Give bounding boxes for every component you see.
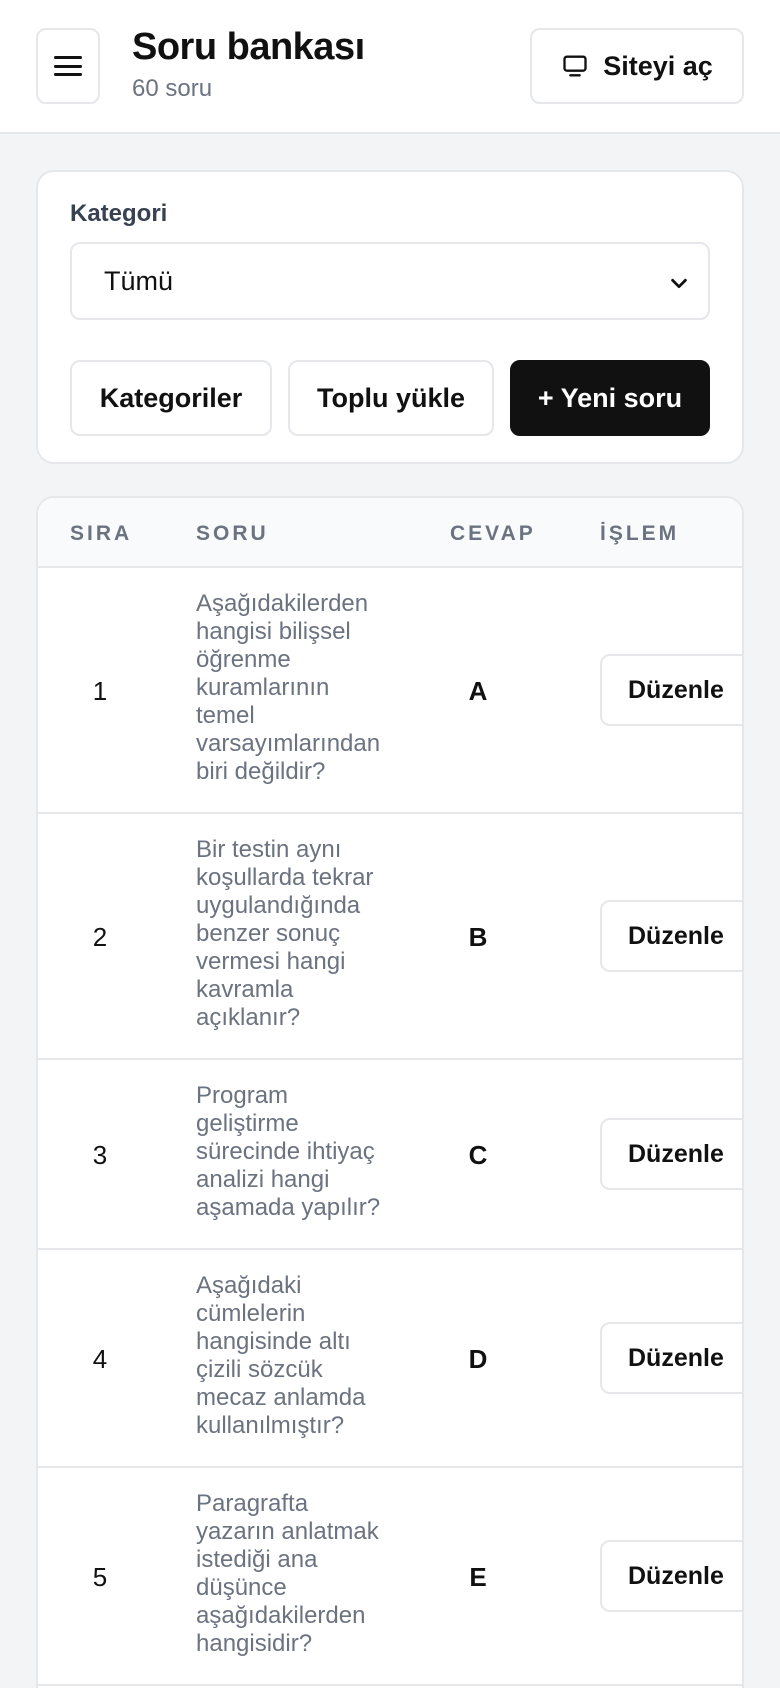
column-header-answer: CEVAP [450, 522, 536, 545]
row-answer: E [469, 1562, 487, 1592]
row-order: 5 [92, 1562, 108, 1592]
row-question: Paragrafta yazarın anlatmak istediği ana düşünce aşağıdakilerden hangisidir? [196, 1490, 379, 1657]
table-row [38, 814, 744, 1060]
row-question: Aşağıdaki cümlelerin hangisinde altı çizili sözcük mecaz anlamda kullanılmıştır? [196, 1272, 366, 1439]
category-select[interactable] [70, 242, 710, 320]
questions-table [36, 496, 744, 1688]
category-label: Kategori [70, 200, 168, 227]
app-header [0, 0, 780, 134]
bulk-upload-button[interactable]: Toplu yükle [288, 360, 494, 436]
open-site-button[interactable] [530, 28, 744, 104]
row-answer: A [468, 676, 488, 706]
filter-card [36, 170, 744, 464]
row-question: Bir testin aynı koşullarda tekrar uygulandığında benzer sonuç vermesi hangi kavramla açıklanır? [196, 836, 374, 1031]
row-order: 2 [92, 922, 108, 952]
row-order: 4 [92, 1344, 108, 1374]
edit-button[interactable]: Düzenle [600, 654, 744, 726]
table-header [38, 498, 744, 568]
row-order: 1 [92, 676, 108, 706]
row-question: Program geliştirme sürecinde ihtiyaç analizi hangi aşamada yapılır? [196, 1082, 381, 1221]
row-order: 3 [92, 1140, 108, 1170]
category-select-value: Tümü [104, 265, 174, 296]
table-row [38, 1468, 744, 1686]
row-answer: B [468, 922, 488, 952]
row-answer: D [468, 1344, 488, 1374]
row-question: Aşağıdakilerden hangisi bilişsel öğrenme kuramlarının temel varsayımlarından biri değildir? [196, 590, 381, 785]
column-header-question: SORU [196, 522, 269, 545]
chevron-down-icon [668, 272, 690, 294]
menu-button[interactable] [36, 28, 100, 104]
monitor-icon [561, 52, 589, 80]
column-header-order: SIRA [70, 522, 133, 545]
new-question-button[interactable]: + Yeni soru [510, 360, 710, 436]
open-site-label: Siteyi aç [603, 50, 713, 81]
table-row [38, 568, 744, 814]
edit-button[interactable]: Düzenle [600, 1540, 744, 1612]
edit-button[interactable]: Düzenle [600, 1118, 744, 1190]
categories-button[interactable]: Kategoriler [70, 360, 272, 436]
hamburger-menu-icon [54, 56, 82, 76]
edit-button[interactable]: Düzenle [600, 900, 744, 972]
question-count: 60 soru [132, 75, 213, 102]
edit-button[interactable]: Düzenle [600, 1322, 744, 1394]
row-answer: C [468, 1140, 488, 1170]
table-row [38, 1060, 744, 1250]
page-title: Soru bankası [132, 26, 365, 68]
table-row [38, 1250, 744, 1468]
column-header-action: İŞLEM [600, 522, 680, 545]
